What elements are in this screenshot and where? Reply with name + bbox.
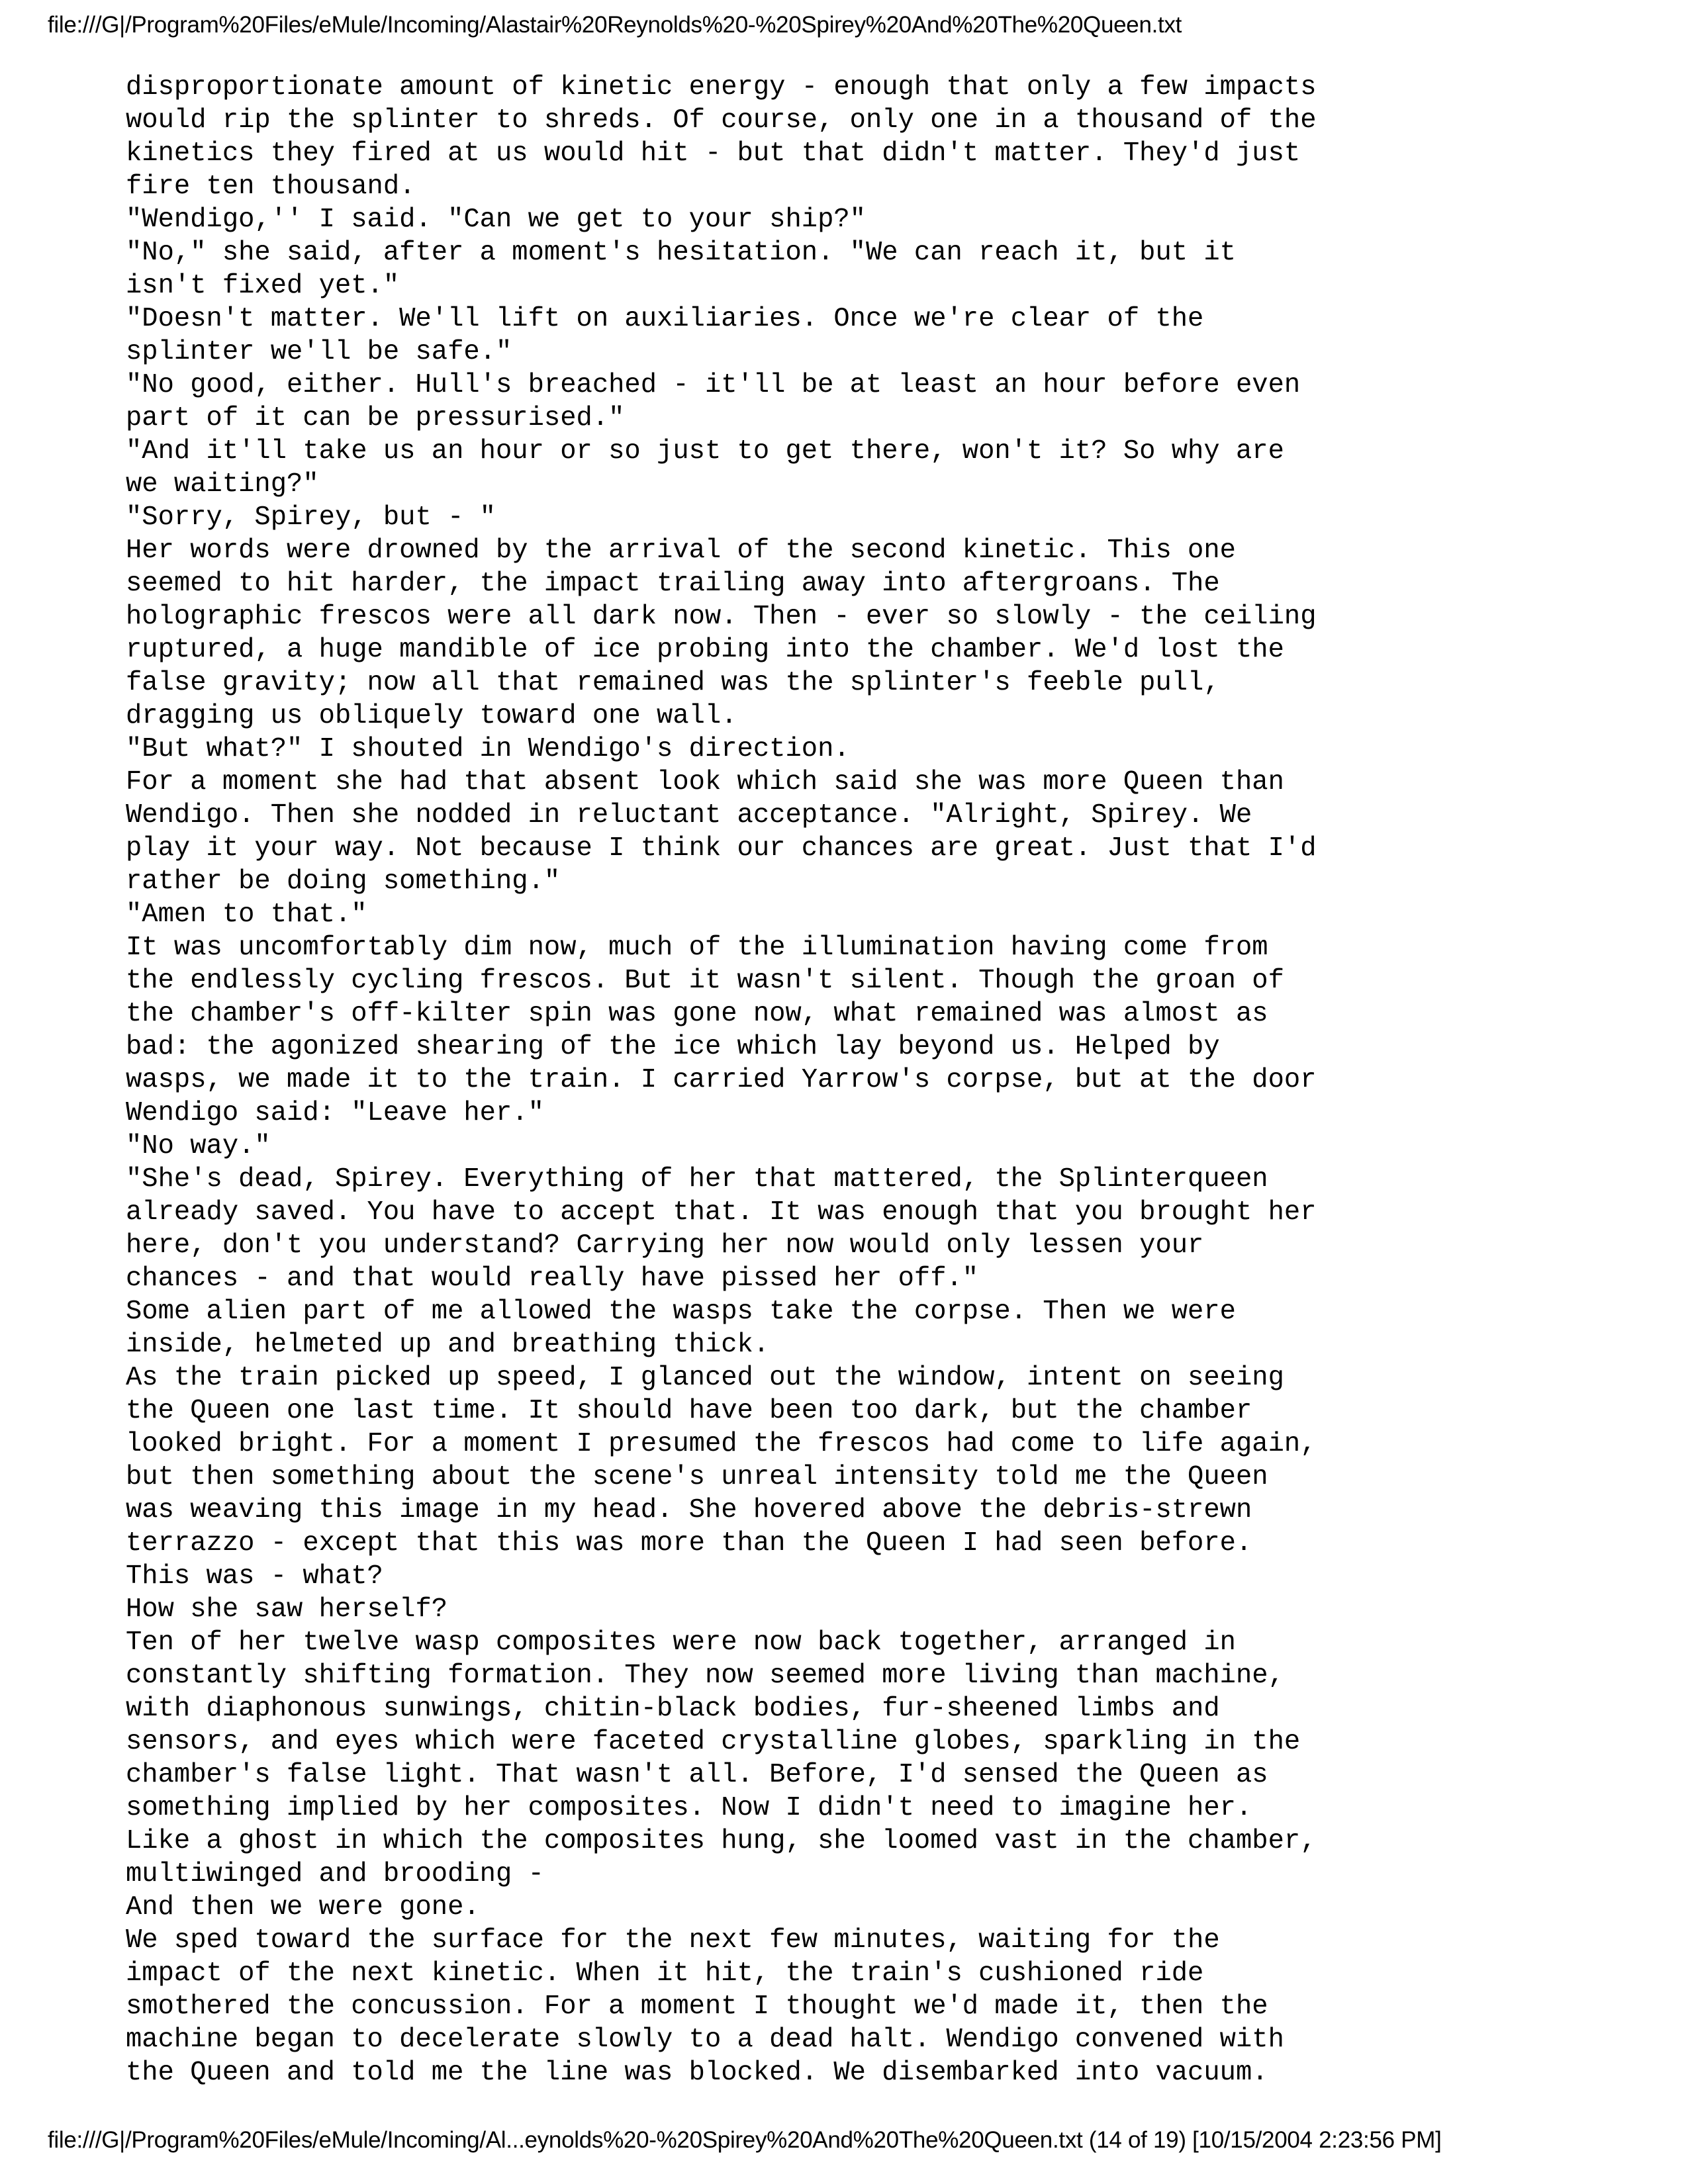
text-line: splinter we'll be safe." xyxy=(126,337,512,367)
text-line: the Queen one last time. It should have been too dark, but the chamber xyxy=(126,1396,1252,1426)
text-line: would rip the splinter to shreds. Of course, only one in a thousand of the xyxy=(126,105,1317,136)
text-line: holographic frescos were all dark now. Then - ever so slowly - the ceiling xyxy=(126,602,1317,632)
text-line: chances - and that would really have pissed her off." xyxy=(126,1263,979,1294)
text-line: Her words were drowned by the arrival of the second kinetic. This one xyxy=(126,535,1236,566)
text-line: constantly shifting formation. They now seemed more living than machine, xyxy=(126,1661,1284,1691)
text-line: something implied by her composites. Now I didn't need to imagine her. xyxy=(126,1793,1252,1823)
text-line: "No way." xyxy=(126,1131,271,1161)
text-line: "She's dead, Spirey. Everything of her that mattered, the Splinterqueen xyxy=(126,1164,1268,1195)
text-line: This was - what? xyxy=(126,1561,383,1592)
text-line: "But what?" I shouted in Wendigo's direction. xyxy=(126,734,850,764)
text-line: How she saw herself? xyxy=(126,1594,448,1625)
text-line: here, don't you understand? Carrying her now would only lessen your xyxy=(126,1230,1204,1261)
text-line: For a moment she had that absent look which said she was more Queen than xyxy=(126,767,1284,797)
text-line: bad: the agonized shearing of the ice which lay beyond us. Helped by xyxy=(126,1032,1220,1062)
text-line: with diaphonous sunwings, chitin-black bodies, fur-sheened limbs and xyxy=(126,1694,1220,1724)
text-line: terrazzo - except that this was more than the Queen I had seen before. xyxy=(126,1528,1252,1559)
text-line: ruptured, a huge mandible of ice probing into the chamber. We'd lost the xyxy=(126,635,1284,665)
text-line: multiwinged and brooding - xyxy=(126,1859,544,1889)
text-line: already saved. You have to accept that. It was enough that you brought her xyxy=(126,1197,1317,1228)
text-line: Ten of her twelve wasp composites were now back together, arranged in xyxy=(126,1627,1236,1658)
text-line: chamber's false light. That wasn't all. Before, I'd sensed the Queen as xyxy=(126,1760,1268,1790)
text-line: Wendigo. Then she nodded in reluctant acceptance. "Alright, Spirey. We xyxy=(126,800,1252,831)
text-line: And then we were gone. xyxy=(126,1892,480,1923)
text-line: seemed to hit harder, the impact trailing away into aftergroans. The xyxy=(126,569,1220,599)
text-line: Wendigo said: "Leave her." xyxy=(126,1098,544,1128)
text-line: Some alien part of me allowed the wasps take the corpse. Then we were xyxy=(126,1297,1236,1327)
text-line: We sped toward the surface for the next few minutes, waiting for the xyxy=(126,1925,1220,1956)
text-line: As the train picked up speed, I glanced out the window, intent on seeing xyxy=(126,1363,1284,1393)
text-line: the chamber's off-kilter spin was gone now, what remained was almost as xyxy=(126,999,1268,1029)
text-line: impact of the next kinetic. When it hit, the train's cushioned ride xyxy=(126,1958,1204,1989)
text-line: rather be doing something." xyxy=(126,866,561,897)
page-header-url: file:///G|/Program%20Files/eMule/Incoming/Alastair%20Reynolds%20-%20Spirey%20And%20The%20Queen.txt xyxy=(48,12,1182,38)
text-line: the endlessly cycling frescos. But it wasn't silent. Though the groan of xyxy=(126,966,1284,996)
text-line: dragging us obliquely toward one wall. xyxy=(126,701,737,731)
text-line: we waiting?" xyxy=(126,469,319,500)
text-line: disproportionate amount of kinetic energy - enough that only a few impacts xyxy=(126,72,1317,103)
text-line: the Queen and told me the line was blocked. We disembarked into vacuum. xyxy=(126,2058,1268,2088)
text-line: machine began to decelerate slowly to a dead halt. Wendigo convened with xyxy=(126,2025,1284,2055)
text-line: looked bright. For a moment I presumed the frescos had come to life again, xyxy=(126,1429,1317,1459)
text-line: play it your way. Not because I think our chances are great. Just that I'd xyxy=(126,833,1317,864)
text-line: was weaving this image in my head. She hovered above the debris-strewn xyxy=(126,1495,1252,1525)
text-line: wasps, we made it to the train. I carried Yarrow's corpse, but at the door xyxy=(126,1065,1317,1095)
text-line: but then something about the scene's unreal intensity told me the Queen xyxy=(126,1462,1268,1492)
text-line: kinetics they fired at us would hit - but that didn't matter. They'd just xyxy=(126,138,1301,169)
text-line: Like a ghost in which the composites hung, she loomed vast in the chamber, xyxy=(126,1826,1317,1856)
page-footer-url: file:///G|/Program%20Files/eMule/Incoming/Al...eynolds%20-%20Spirey%20And%20The%20Queen.txt (14 of 19) [10/15/2004 2:23:56 PM] xyxy=(48,2127,1442,2153)
text-line: isn't fixed yet." xyxy=(126,271,400,301)
text-line: "Wendigo,'' I said. "Can we get to your ship?" xyxy=(126,205,866,235)
text-line: sensors, and eyes which were faceted crystalline globes, sparkling in the xyxy=(126,1727,1301,1757)
text-line: "Amen to that." xyxy=(126,899,367,930)
text-line: part of it can be pressurised." xyxy=(126,403,625,433)
document-body xyxy=(126,71,1317,2089)
text-line: It was uncomfortably dim now, much of the illumination having come from xyxy=(126,933,1268,963)
text-line: "No good, either. Hull's breached - it'll be at least an hour before even xyxy=(126,370,1301,400)
text-line: "Sorry, Spirey, but - " xyxy=(126,502,496,533)
text-line: smothered the concussion. For a moment I thought we'd made it, then the xyxy=(126,1991,1268,2022)
text-line: false gravity; now all that remained was the splinter's feeble pull, xyxy=(126,668,1220,698)
text-line: inside, helmeted up and breathing thick. xyxy=(126,1330,770,1360)
text-line: "No," she said, after a moment's hesitation. "We can reach it, but it xyxy=(126,238,1236,268)
text-line: fire ten thousand. xyxy=(126,171,416,202)
text-line: "And it'll take us an hour or so just to get there, won't it? So why are xyxy=(126,436,1284,467)
text-line: "Doesn't matter. We'll lift on auxiliaries. Once we're clear of the xyxy=(126,304,1204,334)
